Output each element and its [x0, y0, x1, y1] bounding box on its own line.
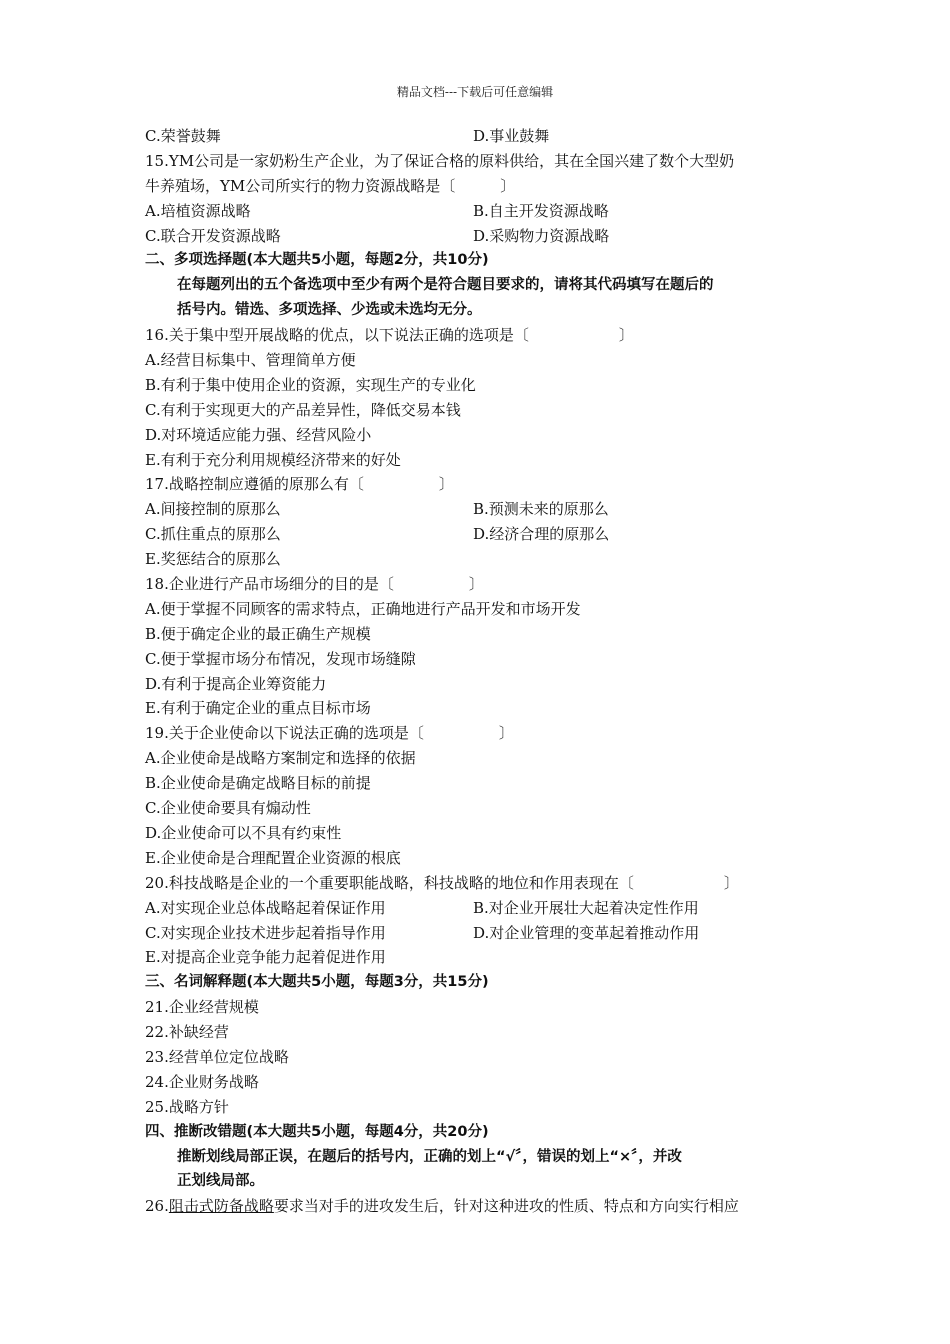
- text-line: A.经营目标集中、管理简单方便: [145, 351, 356, 370]
- option-left: C.对实现企业技术进步起着指导作用: [145, 923, 386, 942]
- section-heading-line: 正划线局部。: [177, 1173, 264, 1190]
- text-line: [145, 522, 810, 547]
- text-line: D.企业使命可以不具有约束性: [145, 823, 342, 842]
- text-line: D.对环境适应能力强、经营风险小: [145, 425, 372, 444]
- text-line: D.有利于提高企业筹资能力: [145, 674, 327, 693]
- text-line: 23.经营单位定位战略: [145, 1047, 289, 1066]
- option-right: D.对企业管理的变革起着推动作用: [473, 923, 700, 942]
- page-header: 精品文档---下载后可任意编辑: [396, 85, 554, 99]
- text-line: 16.关于集中型开展战略的优点，以下说法正确的选项是〔 〕: [145, 326, 634, 345]
- text-line: C.有利于实现更大的产品差异性，降低交易本钱: [145, 400, 461, 419]
- option-left: C.联合开发资源战略: [145, 226, 281, 245]
- text-line: A.便于掌握不同顾客的需求特点，正确地进行产品开发和市场开发: [145, 599, 581, 618]
- text-line: 24.企业财务战略: [145, 1072, 259, 1091]
- text-line: 19.关于企业使命以下说法正确的选项是〔 〕: [145, 724, 514, 743]
- text-line: 25.战略方针: [145, 1097, 229, 1116]
- option-left: A.培植资源战略: [145, 201, 251, 220]
- section-heading-line: 三、名词解释题(本大题共5小题，每题3分，共15分): [145, 974, 489, 991]
- section-heading-line: 推断划线局部正误，在题后的括号内，正确的划上“√〞，错误的划上“×〞，并改: [177, 1148, 682, 1165]
- option-right: B.自主开发资源战略: [473, 201, 609, 220]
- option-right: B.预测未来的原那么: [473, 500, 609, 519]
- option-right: D.事业鼓舞: [473, 127, 550, 145]
- text-line: [145, 896, 810, 921]
- text-line: 15.YM公司是一家奶粉生产企业，为了保证合格的原料供给，其在全国兴建了数个大型奶: [145, 151, 735, 170]
- text-line: [145, 1194, 810, 1219]
- text-line: 21.企业经营规模: [145, 998, 259, 1017]
- text-line: E.有利于充分利用规模经济带来的好处: [145, 450, 401, 469]
- option-left: C.荣誉鼓舞: [145, 127, 221, 145]
- text-line: B.企业使命是确定战略目标的前提: [145, 774, 371, 793]
- section-heading-line: 二、多项选择题(本大题共5小题，每题2分，共10分): [145, 252, 489, 269]
- text-line: [145, 199, 810, 224]
- text-line: 18.企业进行产品市场细分的目的是〔 〕: [145, 575, 484, 594]
- option-left: A.间接控制的原那么: [145, 500, 281, 519]
- text-line: [145, 224, 810, 249]
- text-line: B.便于确定企业的最正确生产规模: [145, 624, 371, 643]
- option-right: B.对企业开展壮大起着决定性作用: [473, 898, 699, 917]
- option-right: D.采购物力资源战略: [473, 226, 610, 245]
- text-line: 22.补缺经营: [145, 1023, 229, 1042]
- text-line: [145, 124, 810, 149]
- text-line: E.对提高企业竞争能力起着促进作用: [145, 948, 386, 967]
- option-left: C.抓住重点的原那么: [145, 525, 281, 544]
- option-left: A.对实现企业总体战略起着保证作用: [145, 898, 386, 917]
- section-heading-line: 括号内。错选、多项选择、少选或未选均无分。: [177, 302, 482, 319]
- question-text: 要求当对手的进攻发生后，针对这种进攻的性质、特点和方向实行相应: [273, 1197, 739, 1216]
- text-line: B.有利于集中使用企业的资源，实现生产的专业化: [145, 375, 476, 394]
- text-line: 牛养殖场，YM公司所实行的物力资源战略是〔 〕: [145, 176, 516, 195]
- text-line: C.企业使命要具有煽动性: [145, 799, 311, 818]
- text-line: E.企业使命是合理配置企业资源的根底: [145, 848, 401, 867]
- section-heading-line: 在每题列出的五个备选项中至少有两个是符合题目要求的，请将其代码填写在题后的: [177, 277, 714, 294]
- text-line: A.企业使命是战略方案制定和选择的依据: [145, 749, 416, 768]
- underlined-term: 阻击式防备战略: [168, 1197, 274, 1216]
- text-line: [145, 497, 810, 522]
- option-right: D.经济合理的原那么: [473, 525, 610, 544]
- text-line: 17.战略控制应遵循的原那么有〔 〕: [145, 475, 454, 494]
- text-line: E.有利于确定企业的重点目标市场: [145, 699, 371, 718]
- text-line: E.奖惩结合的原那么: [145, 550, 281, 569]
- section-heading-line: 四、推断改错题(本大题共5小题，每题4分，共20分): [145, 1123, 489, 1140]
- text-line: [145, 921, 810, 946]
- text-line: C.便于掌握市场分布情况，发现市场缝隙: [145, 649, 416, 668]
- question-number: 26.: [145, 1197, 169, 1216]
- document-body: [145, 124, 810, 1219]
- text-line: 20.科技战略是企业的一个重要职能战略，科技战略的地位和作用表现在〔 〕: [145, 873, 739, 892]
